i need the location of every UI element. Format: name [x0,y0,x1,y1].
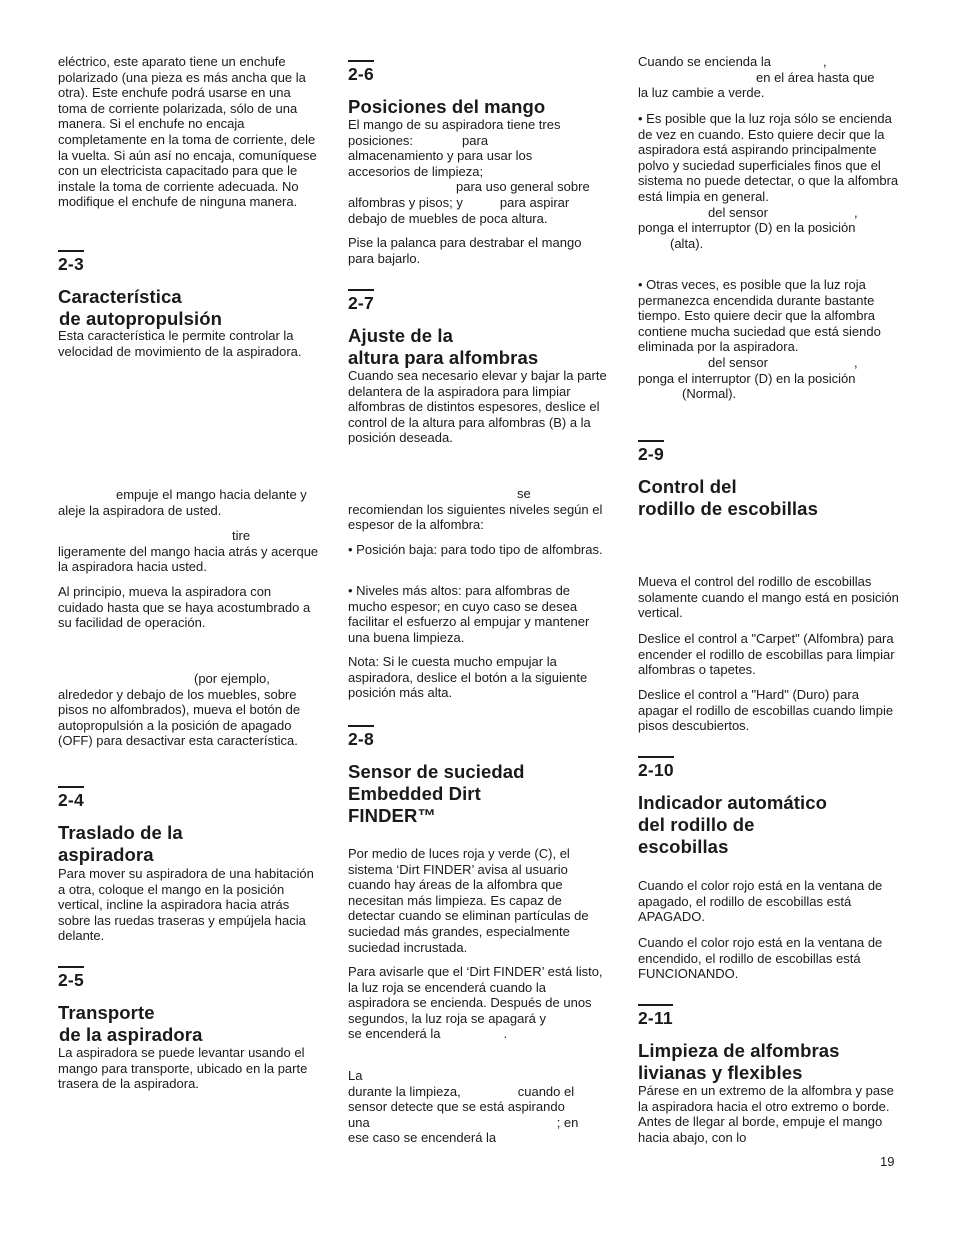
text-fragment [348,1084,610,1100]
bullet-item [638,277,900,402]
section-number: 2-3 [58,250,84,274]
text-fragment: se encenderá la [348,1026,441,1042]
section-number: 2-11 [638,1004,673,1028]
text-fragment: alfombras y pisos; y [348,194,463,210]
text-fragment: la luz cambie a verde. [638,85,765,101]
section-title-line: livianas y flexibles [638,1062,803,1083]
text-fragment: para [462,132,489,148]
text-fragment [348,1115,610,1131]
paragraph [58,528,320,575]
section-title-line: aspiradora [58,844,154,865]
intro-paragraph: eléctrico, este aparato tiene un enchufe polarizado (una pieza es más ancha que la otra). Este enchufe podrá usarse en una toma de corriente polarizada, sólo de una manera. Si el enchufe no encaja completamente en la toma de corriente, dele la vuelta. Si aún así no encaja, comuníquese con un electricista capacitado para que le instale la toma de corriente adecuada. No modifique el enchufe de ninguna manera. [58,54,317,210]
paragraph: empuje el mango hacia delante y aleje la aspiradora de usted. [58,487,307,518]
text-fragment: (alta). [670,235,704,251]
section-2-7-heading [348,289,610,369]
text-fragment: . [503,1026,508,1042]
text-fragment: , [853,204,858,220]
text-fragment: debajo de muebles de poca altura. [348,210,548,226]
text-fragment [638,355,900,371]
section-number: 2-8 [348,725,374,749]
text-fragment: se [517,486,531,501]
paragraph: Deslice el control a "Hard" (Duro) para apagar el rodillo de escobillas cuando limpie pisos descubiertos. [638,687,894,734]
paragraph [348,964,610,1042]
text-fragment: Para avisarle que el ‘Dirt FINDER’ está listo, la luz roja se encenderá cuando la aspiradora se encienda. Después de unos segundos, la luz roja se apagará y [348,964,603,1026]
text-fragment: para aspirar [499,194,570,210]
text-fragment: ligeramente del mango hacia atrás y acerque la aspiradora hacia usted. [58,543,319,575]
text-fragment: (por ejemplo, [194,671,270,686]
paragraph: Mueva el control del rodillo de escobillas solamente cuando el mango está en posición vertical. [638,574,899,621]
text-fragment: durante la limpieza, [348,1083,461,1099]
section-title-line: Traslado de la [58,822,183,843]
section-title-line: altura para alfombras [348,347,539,368]
text-fragment: , [853,354,858,370]
paragraph [348,117,610,226]
paragraph: Nota: Si le cuesta mucho empujar la aspiradora, deslice el botón a la siguiente posición más alta. [348,654,588,701]
bullet-item [638,111,900,251]
section-title-line: Limpieza de alfombras [638,1040,840,1061]
paragraph [58,671,320,749]
paragraph: Por medio de luces roja y verde (C), el sistema ‘Dirt FINDER’ avisa al usuario cuando hay áreas de la alfombra que necesitan más limpieza. Es capaz de detectar cuando se eliminan partículas de suciedad más grandes, especialmente suciedad incrustada. [348,846,589,955]
paragraph [348,486,610,533]
section-2-5-heading [58,966,320,1046]
paragraph [638,54,900,101]
section-title-line: Ajuste de la [348,325,454,346]
section-title-line: escobillas [638,836,729,857]
section-number: 2-9 [638,440,664,464]
text-fragment: , [823,54,827,69]
section-number: 2-7 [348,289,374,313]
paragraph: Cuando el color rojo está en la ventana de encendido, el rodillo de escobillas está FUNCIONANDO. [638,935,883,982]
section-title-line: Posiciones del mango [348,96,546,117]
paragraph: Cuando el color rojo está en la ventana de apagado, el rodillo de escobillas está APAGADO. [638,878,883,925]
section-2-11-heading [638,1004,900,1084]
section-title-line: Control del [638,476,737,497]
text-fragment [348,133,610,149]
text-fragment: ponga el interruptor (D) en la posición [638,370,856,386]
text-fragment: posiciones: [348,132,414,148]
section-2-10-heading [638,756,900,858]
section-title-line: Indicador automático [638,792,828,813]
text-fragment: El mango de su aspiradora tiene tres [348,117,561,132]
text-fragment: tire [232,528,251,543]
text-fragment: (Normal). [682,386,737,402]
paragraph: Pise la palanca para destrabar el mango para bajarlo. [348,235,582,266]
section-number: 2-10 [638,756,674,780]
paragraph [348,1068,610,1146]
paragraph: La aspiradora se puede levantar usando el mango para transporte, ubicado en la parte trasera de la aspiradora. [58,1045,308,1092]
paragraph: Al principio, mueva la aspiradora con cuidado hasta que se haya acostumbrado a su facilidad de operación. [58,584,311,631]
text-fragment [638,54,900,70]
page-number: 19 [880,1154,895,1169]
paragraph: Deslice el control a "Carpet" (Alfombra) para encender el rodillo de escobillas para limpiar alfombras o tapetes. [638,631,895,678]
text-fragment [348,195,610,211]
text-fragment: • Es posible que la luz roja sólo se encienda de vez en cuando. Esto quiere decir que la aspiradora está aspirando principalmente polvo y suciedad superficiales finos que el sistema no puede detectar, o que la alfombra está limpia en general. [638,111,899,204]
text-fragment: sensor detecte que se está aspirando [348,1099,565,1115]
text-fragment: cuando el [517,1083,575,1099]
text-fragment: recomiendan los siguientes niveles según el espesor de la alfombra: [348,501,603,533]
paragraph: Cuando sea necesario elevar y bajar la parte delantera de la aspiradora para limpiar alfombras de distintos espesores, deslice el control de la altura para alfombras (B) a la posición deseada. [348,368,607,446]
text-fragment [638,205,900,221]
section-number: 2-5 [58,966,84,990]
section-2-9-heading [638,440,900,520]
paragraph: Para mover su aspiradora de una habitación a otra, coloque el mango en la posición vertical, incline la aspiradora hacia atrás sobre las ruedas traseras y empújela hacia delante. [58,866,314,944]
text-fragment: ; en [556,1114,579,1130]
section-title-line: Embedded Dirt [348,783,481,804]
text-fragment: del sensor [708,204,768,220]
text-fragment: accesorios de limpieza; [348,163,484,179]
section-2-6-heading [348,60,610,118]
section-title-line: FINDER™ [348,805,437,826]
section-title-line: Característica [58,286,182,307]
section-title-line: de la aspiradora [59,1024,203,1045]
section-title-line: del rodillo de [638,814,755,835]
text-fragment: alrededor y debajo de los muebles, sobre pisos no alfombrados), mueva el botón de autopropulsión a la posición de apagado (OFF) para desactivar esta característica. [58,686,301,749]
text-fragment: Cuando se encienda la [638,54,771,69]
text-fragment: del sensor [708,354,768,370]
bullet-item: • Niveles más altos: para alfombras de mucho espesor; en cuyo caso se desea facilitar el esfuerzo al empujar y mantener una buena limpieza. [348,583,590,645]
paragraph: Párese en un extremo de la alfombra y pase la aspiradora hacia el otro extremo o borde. Antes de llegar al borde, empuje el mango hacia abajo, con lo [638,1083,894,1145]
section-title-line: rodillo de escobillas [638,498,818,519]
text-fragment [348,1026,610,1042]
section-number: 2-6 [348,60,374,84]
section-title-line: de autopropulsión [59,308,223,329]
text-fragment: La [348,1068,363,1083]
text-fragment: en el área hasta que [756,69,875,85]
text-fragment: • Otras veces, es posible que la luz roja permanezca encendida durante bastante tiempo. Esto quiere decir que la alfombra contiene mucha suciedad que está siendo eliminada por la aspiradora. [638,277,881,355]
text-fragment: ese caso se encenderá la [348,1130,497,1146]
bullet-item: • Posición baja: para todo tipo de alfombras. [348,542,603,557]
text-fragment: almacenamiento y para usar los [348,148,533,164]
text-fragment: para uso general sobre [456,179,590,195]
section-number: 2-4 [58,786,84,810]
text-fragment: una [348,1114,370,1130]
section-2-8-heading [348,725,610,827]
section-2-3-heading [58,250,320,330]
paragraph: Esta característica le permite controlar la velocidad de movimiento de la aspiradora. [58,328,302,359]
section-2-4-heading [58,786,320,866]
text-fragment: ponga el interruptor (D) en la posición [638,220,856,236]
section-title-line: Sensor de suciedad [348,761,525,782]
section-title-line: Transporte [58,1002,155,1023]
